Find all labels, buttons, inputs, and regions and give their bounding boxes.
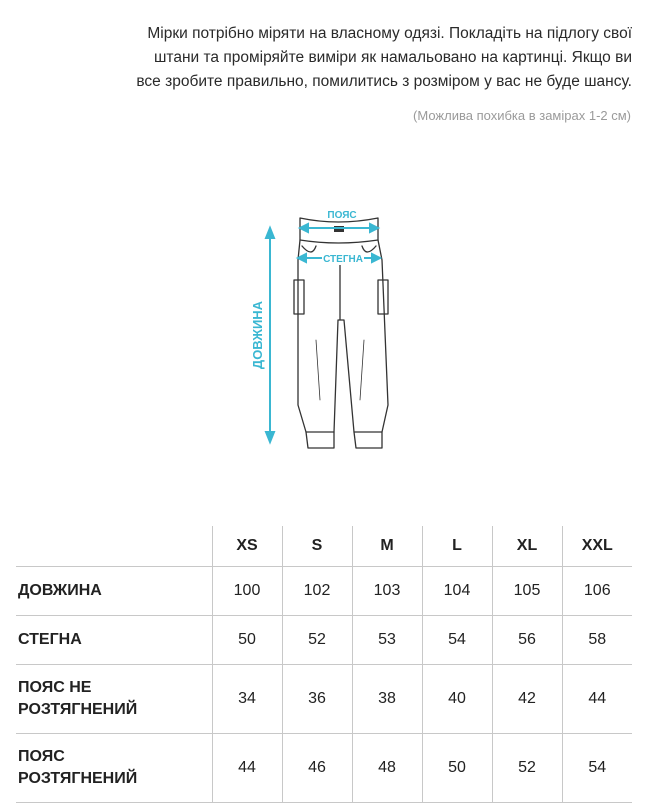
size-m: M bbox=[352, 526, 422, 567]
pants-outline bbox=[298, 240, 388, 432]
left-cargo-pocket bbox=[294, 280, 304, 314]
table-cell: 103 bbox=[352, 567, 422, 616]
pants-illustration bbox=[236, 200, 416, 460]
table-cell: 105 bbox=[492, 567, 562, 616]
size-xs: XS bbox=[212, 526, 282, 567]
table-cell: 44 bbox=[212, 734, 282, 803]
table-cell: 48 bbox=[352, 734, 422, 803]
table-row-waist-stretched bbox=[16, 734, 632, 803]
row-label-length: ДОВЖИНА bbox=[16, 567, 212, 616]
table-cell: 54 bbox=[422, 616, 492, 665]
size-xl: XL bbox=[492, 526, 562, 567]
table-cell: 52 bbox=[492, 734, 562, 803]
row-label-hips: СТЕГНА bbox=[16, 616, 212, 665]
row-label-waist-stretched bbox=[16, 734, 212, 803]
hips-label: СТЕГНА bbox=[323, 254, 363, 265]
tolerance-note: (Можлива похибка в замірах 1-2 см) bbox=[413, 108, 631, 123]
length-label: ДОВЖИНА bbox=[250, 300, 265, 370]
right-cuff-outline bbox=[354, 432, 382, 448]
length-arrow bbox=[266, 228, 274, 442]
table-cell: 50 bbox=[422, 734, 492, 803]
table-cell: 36 bbox=[282, 665, 352, 734]
row-label-waist-relaxed bbox=[16, 665, 212, 734]
table-row-length bbox=[16, 567, 632, 616]
table-cell: 46 bbox=[282, 734, 352, 803]
table-cell: 44 bbox=[562, 665, 632, 734]
size-xxl: XXL bbox=[562, 526, 632, 567]
table-row-hips bbox=[16, 616, 632, 665]
table-cell: 54 bbox=[562, 734, 632, 803]
table-row-waist-relaxed bbox=[16, 665, 632, 734]
table-cell: 42 bbox=[492, 665, 562, 734]
table-cell: 50 bbox=[212, 616, 282, 665]
pants-measurement-diagram bbox=[236, 200, 416, 460]
row-label-line: ПОЯС НЕ bbox=[18, 679, 92, 696]
row-label-line: РОЗТЯГНЕНИЙ bbox=[18, 701, 138, 718]
row-label-line: РОЗТЯГНЕНИЙ bbox=[18, 770, 138, 787]
table-cell: 102 bbox=[282, 567, 352, 616]
size-header-row bbox=[16, 526, 632, 567]
size-chart-table bbox=[16, 526, 632, 803]
size-s: S bbox=[282, 526, 352, 567]
table-cell: 53 bbox=[352, 616, 422, 665]
table-cell: 34 bbox=[212, 665, 282, 734]
header-empty-cell bbox=[16, 526, 212, 567]
table-cell: 100 bbox=[212, 567, 282, 616]
table-cell: 38 bbox=[352, 665, 422, 734]
instructions-line: штани та проміряйте виміри як намальовано на картинці. Якщо ви bbox=[154, 49, 632, 66]
instructions-line: все зробите правильно, помилитись з розміром у вас не буде шансу. bbox=[136, 73, 632, 90]
table-cell: 58 bbox=[562, 616, 632, 665]
table-cell: 104 bbox=[422, 567, 492, 616]
row-label-line: ПОЯС bbox=[18, 748, 65, 765]
table-cell: 56 bbox=[492, 616, 562, 665]
table-cell: 106 bbox=[562, 567, 632, 616]
waist-label: ПОЯС bbox=[327, 210, 357, 221]
instructions-line: Мірки потрібно міряти на власному одязі. Покладіть на підлогу свої bbox=[147, 25, 632, 42]
left-cuff-outline bbox=[306, 432, 334, 448]
instructions-text bbox=[40, 22, 632, 94]
table-cell: 40 bbox=[422, 665, 492, 734]
table-cell: 52 bbox=[282, 616, 352, 665]
size-l: L bbox=[422, 526, 492, 567]
